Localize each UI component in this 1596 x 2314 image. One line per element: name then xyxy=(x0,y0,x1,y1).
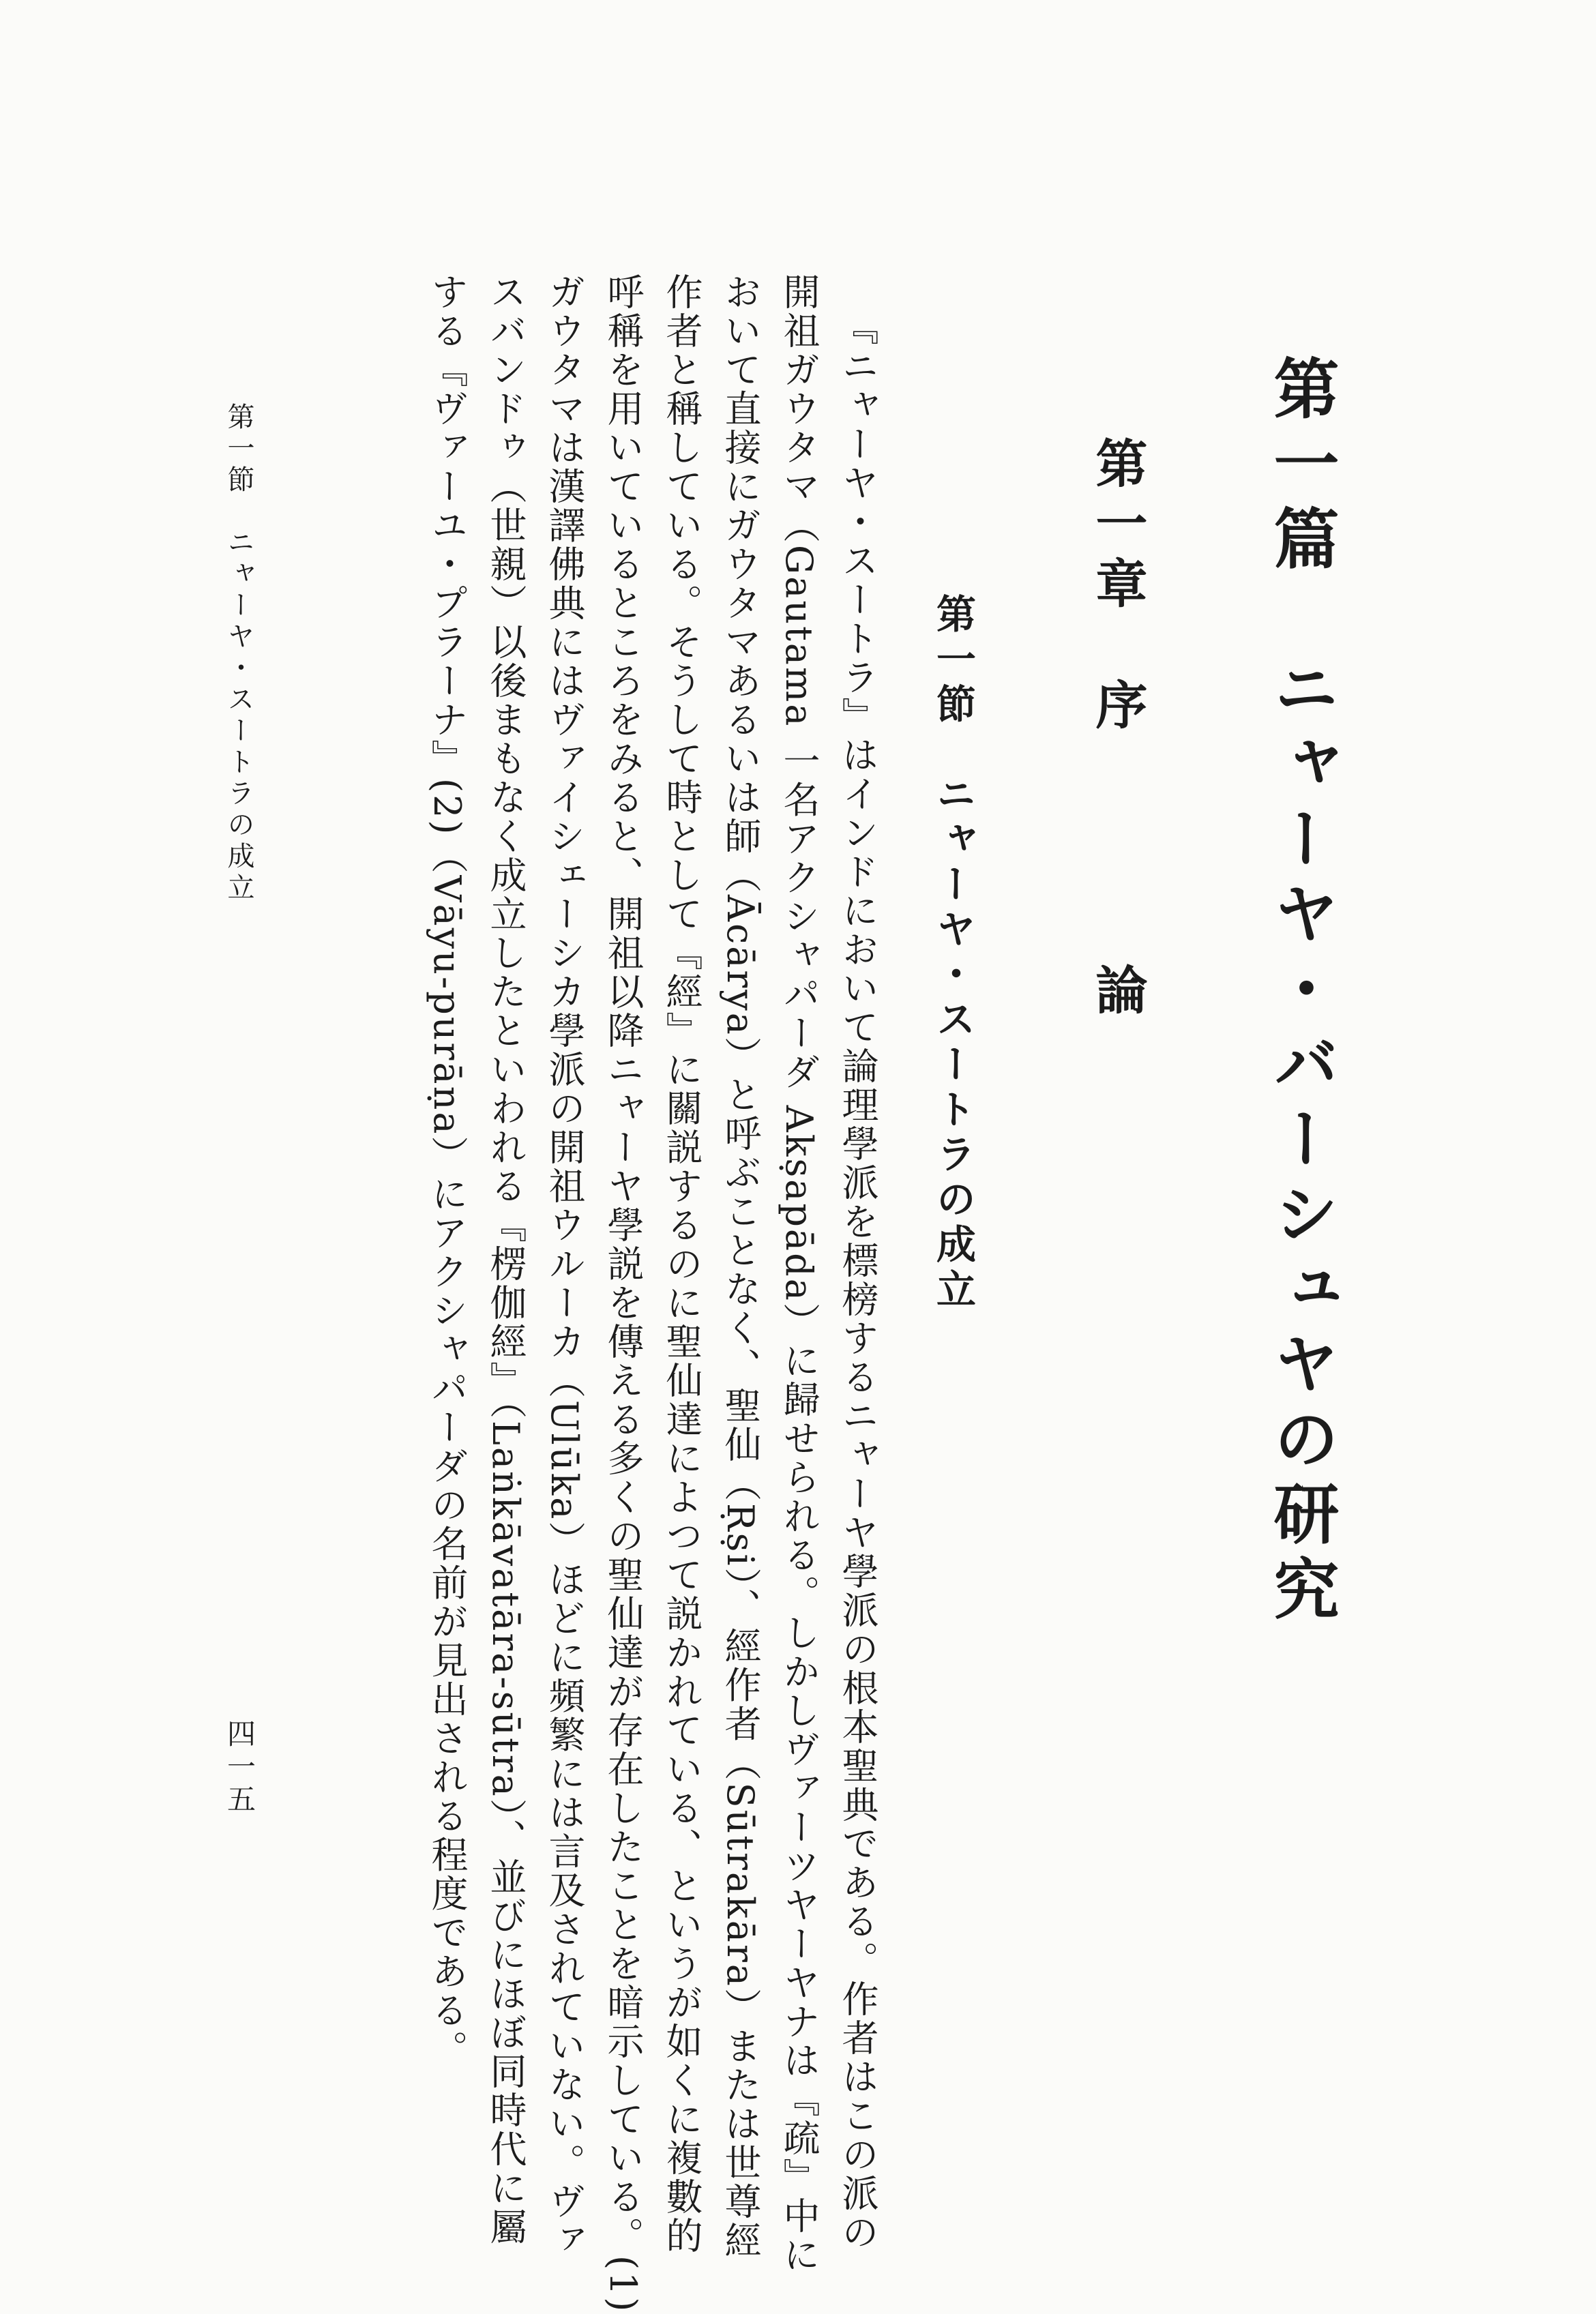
body-line: 呼稱を用いているところをみると、開祖以降ニャーヤ學説を傳える多くの聖仙達が存在したことを暗示している。(1) xyxy=(602,273,645,2314)
body-line: 作者と稱している。そうして時として『經』に關説するのに聖仙達によつて説かれている、というが如くに複數的 xyxy=(660,273,703,2255)
chapter-title-a: 序 xyxy=(1087,678,1148,738)
body-line: する『ヴァーユ・プラーナ』(2)（Vāyu-purāṇa）にアクシャパーダの名前が見出される程度である。 xyxy=(426,273,469,2069)
page-number: 四一五 xyxy=(223,1719,256,1817)
chapter-number: 第一章 xyxy=(1087,436,1148,617)
body-line: スバンドゥ（世親）以後まもなく成立したといわれる『楞伽經』（Laṅkāvatāra-sūtra）、並びにほぼ同時代に屬 xyxy=(484,273,527,2246)
running-head: 第一節 ニャーヤ・スートラの成立 xyxy=(223,402,254,904)
part-title: 第一篇 ニャーヤ・バーシュヤの研究 xyxy=(1263,355,1340,1630)
chapter-title-b: 論 xyxy=(1087,963,1148,1023)
body-line: 『ニャーヤ・スートラ』はインドにおいて論理學派を標榜するニャーヤ學派の根本聖典である。作者はこの派の xyxy=(836,308,879,2252)
body-line: 開祖ガウタマ（Gautama 一名アクシャパーダ Akṣapāda）に歸せられる。しかしヴァーツヤーヤナは『疏』中に xyxy=(778,273,821,2274)
section-title: 第一節 ニャーヤ・スートラの成立 xyxy=(930,593,976,1314)
body-line: おいて直接にガウタマあるいは師（Ācārya）と呼ぶことなく、聖仙（Ṛṣi）、經作者（Sūtrakāra）または世尊經 xyxy=(719,273,762,2260)
chapter-title xyxy=(1087,436,1148,1023)
body-text xyxy=(355,273,887,2314)
body-line: ガウタマは漢譯佛典にはヴァイシェーシカ學派の開祖ウルーカ（Ulūka）ほどに頻繁には言及されていない。ヴァ xyxy=(543,273,586,2260)
